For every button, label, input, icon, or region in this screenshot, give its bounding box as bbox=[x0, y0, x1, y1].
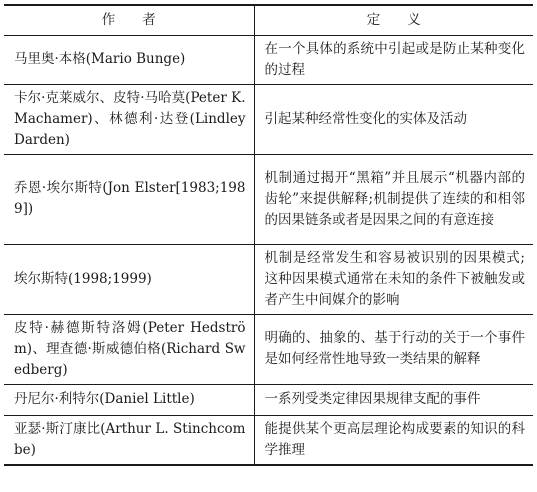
table-row bbox=[4, 35, 533, 84]
table-row bbox=[4, 84, 533, 154]
author-cell: 卡尔·克莱威尔、皮特·马哈莫(Peter K. Machamer)、林德利·达登(Lindley Darden) bbox=[4, 84, 254, 154]
author-column-header: 作 者 bbox=[4, 5, 254, 35]
author-cell: 埃尔斯特(1998;1999) bbox=[4, 244, 254, 314]
definition-cell: 机制通过揭开“黑箱”并且展示“机器内部的齿轮”来提供解释;机制提供了连续的和相邻的因果链条或者是因果之间的有意连接 bbox=[254, 154, 533, 244]
author-cell: 亚瑟·斯汀康比(Arthur L. Stinchcombe) bbox=[4, 415, 254, 465]
table-row bbox=[4, 415, 533, 465]
table-header bbox=[4, 5, 533, 35]
table-body bbox=[4, 35, 533, 465]
table-row bbox=[4, 314, 533, 384]
author-cell: 马里奥·本格(Mario Bunge) bbox=[4, 35, 254, 84]
definition-column-header: 定 义 bbox=[254, 5, 533, 35]
table-row bbox=[4, 154, 533, 244]
author-cell: 乔恩·埃尔斯特(Jon Elster[1983;1989]) bbox=[4, 154, 254, 244]
definition-cell: 引起某种经常性变化的实体及活动 bbox=[254, 84, 533, 154]
definition-cell: 一系列受类定律因果规律支配的事件 bbox=[254, 384, 533, 415]
header-row bbox=[4, 5, 533, 35]
definition-cell: 明确的、抽象的、基于行动的关于一个事件是如何经常性地导致一类结果的解释 bbox=[254, 314, 533, 384]
author-cell: 丹尼尔·利特尔(Daniel Little) bbox=[4, 384, 254, 415]
definition-cell: 能提供某个更高层理论构成要素的知识的科学推理 bbox=[254, 415, 533, 465]
mechanism-definitions-table bbox=[4, 4, 533, 466]
definitions-table-container bbox=[4, 4, 533, 466]
table-row bbox=[4, 384, 533, 415]
definition-cell: 机制是经常发生和容易被识别的因果模式;这种因果模式通常在未知的条件下被触发或者产生中间媒介的影响 bbox=[254, 244, 533, 314]
definition-cell: 在一个具体的系统中引起或是防止某种变化的过程 bbox=[254, 35, 533, 84]
table-row bbox=[4, 244, 533, 314]
author-cell: 皮特·赫德斯特洛姆(Peter Hedström)、理查德·斯威德伯格(Richard Swedberg) bbox=[4, 314, 254, 384]
